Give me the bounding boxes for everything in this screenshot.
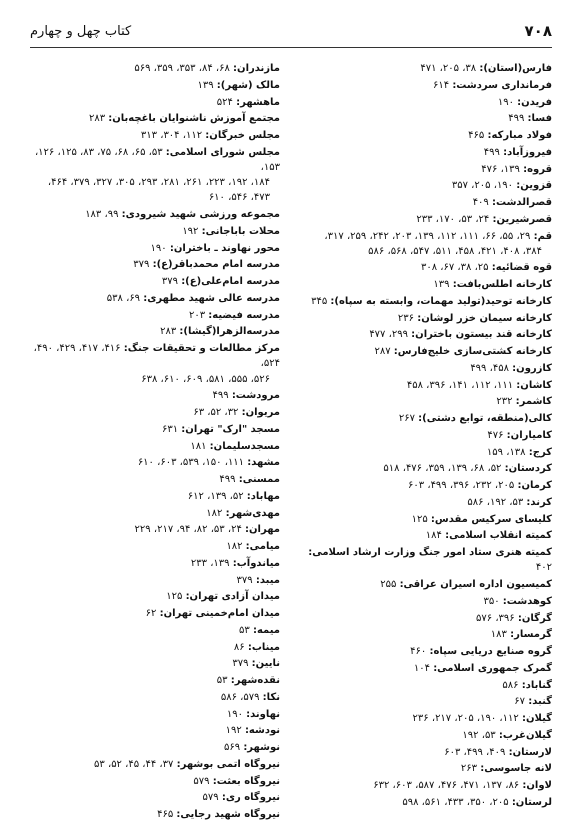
index-term: لانه جاسوسی: (480, 763, 552, 775)
index-entry (28, 274, 280, 289)
index-entry (290, 528, 552, 543)
index-entry (290, 761, 552, 776)
index-pages: ۳۷۹ (161, 276, 182, 288)
index-term: کرند: (526, 496, 552, 508)
index-pages: ۱۳۹، ۴۷۶ (481, 163, 524, 175)
index-pages: ۱۱۱، ۱۱۲، ۱۴۱، ۳۹۶، ۴۵۸ (406, 379, 517, 391)
index-pages-continued: ۴۷۳، ۵۴۶، ۶۱۰ (208, 192, 270, 204)
index-pages: ۴۷۶ (487, 429, 507, 441)
index-pages: ۲۴، ۵۳، ۱۷۰، ۲۳۳ (416, 213, 493, 225)
index-entry (290, 461, 552, 476)
index-entry (290, 795, 552, 810)
index-entry (290, 294, 552, 309)
index-entry (290, 212, 552, 227)
index-pages: ۳۵۰ (483, 595, 503, 607)
index-term: کارخانه قند بیستون باختران: (411, 329, 552, 341)
index-entry (28, 341, 280, 387)
index-term: کامیاران: (506, 429, 552, 441)
index-pages: ۲۹، ۵۵، ۶۶، ۱۱۱، ۱۱۲، ۱۳۹، ۲۰۳، ۲۴۲، ۲۵۹، ۳۱۷، (324, 230, 534, 242)
index-term: قصرشیرین: (492, 213, 552, 225)
index-pages-continued: ۵۲۶، ۵۵۵، ۵۸۱، ۶۰۹، ۶۱۰، ۶۳۸ (141, 373, 270, 385)
index-entry (28, 757, 280, 772)
index-term: قوه قضائیه: (491, 262, 552, 274)
running-title: کتاب چهل و چهارم (30, 24, 132, 39)
index-entry (290, 644, 552, 659)
index-pages: ۱۲۵ (166, 591, 186, 603)
index-entry (290, 128, 552, 143)
index-pages: ۳۷، ۴۴، ۴۵، ۵۲، ۵۳ (94, 758, 177, 770)
index-term: مجلس خبرگان: (205, 130, 280, 141)
index-entry (28, 78, 280, 93)
index-entry (290, 61, 552, 76)
index-entry (28, 807, 280, 822)
index-term: محلات باباجانی: (201, 225, 280, 237)
index-entry (28, 656, 280, 671)
index-pages: ۲۰۵، ۳۵۰، ۴۳۳، ۵۶۱، ۵۹۸ (402, 796, 512, 808)
index-entry (28, 308, 280, 323)
index-entry (28, 506, 280, 521)
index-pages: ۳۴۵ (311, 295, 331, 307)
index-entry (290, 545, 552, 575)
index-term: قزوین: (516, 180, 552, 192)
index-term: مجتمع آموزش ناشنوایان باغچه‌بان: (108, 113, 280, 125)
index-term: مالک (شهر): (216, 79, 280, 91)
index-entry (290, 428, 552, 443)
index-term: نکا: (262, 691, 280, 703)
index-term: ماهشهر: (236, 96, 280, 108)
index-pages: ۲۹۹، ۴۷۷ (369, 329, 412, 341)
index-column-left (28, 61, 280, 824)
index-term: میناب: (247, 641, 280, 653)
index-term: میمه: (252, 624, 280, 636)
index-pages: ۱۹۲ (225, 725, 245, 737)
index-entry (290, 594, 552, 609)
index-entry (290, 728, 552, 743)
index-entry (28, 573, 280, 588)
index-pages: ۳۲، ۵۲، ۶۳ (193, 407, 242, 419)
index-pages: ۳۹۶، ۵۷۶ (476, 612, 518, 624)
index-pages: ۳۷۹ (133, 259, 153, 271)
index-pages: ۵۸۶ (502, 679, 522, 691)
index-term: نیروگاه اتمی بوشهر: (176, 758, 280, 770)
index-term: گنبد: (528, 696, 552, 708)
index-term: کمیسیون اداره اسیران عراقی: (399, 579, 552, 591)
index-term: مشهد: (247, 457, 280, 469)
index-pages: ۱۱۱، ۱۵۰، ۵۳۹، ۶۰۳، ۶۱۰ (137, 457, 248, 469)
index-entry (28, 405, 280, 420)
index-entry (28, 128, 280, 143)
index-term: فیروزآباد: (503, 146, 552, 158)
index-entry (290, 344, 552, 359)
index-pages: ۵۲۴ (216, 96, 237, 108)
index-term: میاندوآب: (232, 557, 280, 569)
index-pages: ۵۲، ۶۸، ۱۳۹، ۳۵۹، ۴۷۶، ۵۱۸ (383, 463, 505, 475)
index-entry (28, 556, 280, 571)
index-term: کالی(منطقه، توابع دشتی): (418, 413, 552, 425)
index-column-right (290, 61, 552, 812)
index-entry (290, 260, 552, 275)
index-term: قروه: (523, 163, 552, 175)
index-term: کاشمر: (515, 396, 552, 408)
index-entry (290, 495, 552, 510)
index-entry (290, 145, 552, 160)
index-term: گمرک جمهوری اسلامی: (433, 662, 552, 674)
index-pages: ۱۹۰ (150, 242, 170, 254)
index-pages: ۲۸۷ (374, 346, 394, 358)
index-pages: ۵۷۹ (202, 792, 222, 804)
index-term: نیروگاه ری: (221, 792, 280, 804)
index-pages: ۲۵۵ (380, 579, 400, 591)
index-entry (290, 611, 552, 626)
index-pages: ۴۶۵ (157, 809, 177, 821)
index-entry (28, 422, 280, 437)
index-term: مدرسه فیضیه: (208, 309, 280, 321)
index-entry (290, 95, 552, 110)
index-entry (290, 694, 552, 709)
index-term: نیروگاه بعثت: (212, 775, 280, 787)
index-term: گیلان: (521, 713, 552, 725)
index-entry (28, 790, 280, 805)
index-term: کلیسای سرکیس مقدس: (430, 513, 552, 525)
index-entry (290, 678, 552, 693)
index-term: گروه صنایع دریایی سپاه: (429, 646, 552, 658)
index-term: کارخانه اطلس‌بافت: (452, 279, 552, 291)
index-term: لارستان: (508, 746, 552, 758)
index-entry (290, 277, 552, 292)
index-term: نقده‌شهر: (230, 675, 280, 687)
index-pages: ۸۶ (233, 641, 248, 653)
index-term: مجموعه ورزشی شهید شیرودی: (121, 209, 280, 221)
index-term: نایین: (251, 658, 280, 670)
index-entry (290, 394, 552, 409)
index-pages: ۱۳۸، ۱۵۹ (486, 446, 529, 458)
index-entry (28, 539, 280, 554)
index-entry (290, 178, 552, 193)
index-pages: ۸۶، ۱۳۷، ۴۷۱، ۴۷۶، ۵۸۷، ۶۰۳، ۶۳۲ (373, 780, 523, 792)
index-term: مرکز مطالعات و تحقیقات جنگ: (123, 343, 280, 355)
index-term: مهدی‌شهر: (225, 507, 280, 519)
index-entry (28, 489, 280, 504)
index-pages: ۱۸۲ (206, 507, 226, 519)
index-pages: ۱۹۰ (226, 708, 247, 720)
index-term: مهاباد: (246, 490, 280, 502)
index-entry (290, 111, 552, 126)
index-term: مسجد "ارک" تهران: (181, 423, 280, 435)
index-entry (28, 257, 280, 272)
index-entry (290, 378, 552, 393)
index-pages: ۲۵، ۳۸، ۶۷، ۳۰۸ (420, 262, 492, 274)
index-term: مرودشت: (231, 390, 280, 402)
index-entry (28, 324, 280, 339)
index-entry (28, 291, 280, 306)
index-term: نوشهر: (243, 742, 280, 754)
index-term: لرستان: (511, 796, 552, 808)
index-entry (290, 745, 552, 760)
index-term: مسجدسلیمان: (209, 440, 280, 452)
index-term: نهاوند: (246, 708, 280, 720)
index-pages: ۱۱۲، ۱۹۰، ۲۰۵، ۲۱۷، ۲۳۶ (412, 713, 522, 725)
index-pages: ۵۷۹، ۵۸۶ (220, 691, 263, 703)
index-entry (28, 623, 280, 638)
index-term: کازرون: (512, 362, 552, 374)
index-pages: ۴۶۵ (468, 130, 488, 141)
index-entry (28, 707, 280, 722)
index-term: کارخانه سیمان خزر لوشان: (417, 312, 552, 324)
index-entry (28, 61, 280, 76)
index-term: قم: (533, 230, 552, 242)
index-term: مدرسه عالی شهید مطهری: (143, 292, 280, 304)
index-pages: ۱۹۰ (497, 96, 518, 108)
index-pages: ۵۳ (216, 675, 231, 687)
index-entry (28, 111, 280, 126)
index-pages: ۴۰۹ (472, 197, 492, 208)
index-entry (290, 445, 552, 460)
index-term: محور نهاوند ـ باختران: (169, 242, 280, 254)
index-entry (28, 207, 280, 222)
index-term: مدرسه امام‌علی(ع): (181, 276, 280, 288)
index-entry (28, 774, 280, 789)
index-entry (290, 195, 552, 210)
index-pages: ۹۹، ۱۸۳ (85, 209, 122, 221)
index-pages: ۱۹۰، ۲۰۵، ۳۵۷ (451, 180, 517, 192)
index-term: میدان امام‌خمینی تهران: (159, 608, 280, 620)
index-pages: ۲۶۷ (398, 413, 419, 425)
index-pages: ۶۹، ۵۳۸ (106, 292, 144, 304)
index-pages-continued: ۱۸۴، ۱۹۲، ۲۲۳، ۲۶۱، ۲۸۱، ۲۹۳، ۳۰۵، ۳۲۷، ۳۷۹، ۴۶۴، (47, 177, 270, 189)
index-term: فارس(استان): (479, 63, 552, 74)
index-pages: ۱۹۲ (182, 225, 202, 237)
index-term: کرمان: (517, 480, 552, 492)
index-pages: ۵۷۹ (193, 775, 213, 787)
index-pages: ۵۲، ۱۳۹، ۶۱۲ (187, 490, 247, 502)
index-term: مدرسه امام محمدباقر(ع): (152, 259, 280, 271)
index-entry (290, 361, 552, 376)
index-pages: ۴۹۹ (212, 390, 232, 402)
index-term: مهران: (245, 524, 280, 536)
index-entry (290, 478, 552, 493)
index-entry (290, 229, 552, 259)
index-entry (28, 723, 280, 738)
index-term: فسا: (527, 113, 552, 125)
index-entry (28, 690, 280, 705)
index-pages: ۵۳ (239, 624, 253, 636)
index-entry (28, 224, 280, 239)
index-pages: ۳۸، ۲۰۵، ۴۷۱ (420, 63, 480, 74)
index-pages: ۶۸، ۸۴، ۳۵۳، ۳۵۹، ۵۶۹ (134, 63, 234, 74)
index-pages: ۲۳۲ (496, 396, 516, 408)
index-entry (28, 455, 280, 470)
index-pages: ۲۰۵، ۲۳۲، ۳۹۶، ۴۹۹، ۶۰۳ (408, 480, 518, 492)
index-pages: ۳۷۹ (232, 658, 252, 670)
index-entry (290, 661, 552, 676)
index-pages: ۶۷ (514, 696, 529, 708)
index-term: میبد: (255, 574, 280, 586)
index-pages: ۵۳، ۱۹۲، ۵۸۶ (467, 496, 527, 508)
index-pages: ۵۶۹ (224, 742, 244, 754)
index-entry (28, 241, 280, 256)
index-entry (28, 589, 280, 604)
index-entry (290, 327, 552, 342)
index-term: کوهدشت: (502, 595, 552, 607)
index-entry (290, 627, 552, 642)
index-pages: ۲۳۶ (397, 312, 418, 324)
header-rule (30, 47, 552, 48)
index-pages: ۵۳، ۱۹۲ (462, 729, 499, 741)
index-pages: ۲۰۳ (188, 309, 209, 321)
index-term: فولاد مبارکه: (487, 130, 552, 141)
index-entry (290, 162, 552, 177)
index-entry (28, 439, 280, 454)
index-term: مریوان: (241, 407, 280, 419)
index-term: گناباد: (521, 679, 552, 691)
index-entry (28, 673, 280, 688)
index-entry (290, 411, 552, 426)
index-term: مازندران: (233, 63, 280, 74)
index-pages: ۴۶۰ (410, 646, 430, 658)
index-term: گرمسار: (510, 629, 552, 641)
index-pages: ۴۹۹ (483, 146, 504, 158)
index-pages: ۱۸۳ (490, 629, 511, 641)
index-entry (28, 606, 280, 621)
index-pages: ۱۸۱ (190, 440, 210, 452)
index-term: نودشه: (244, 725, 280, 737)
index-term: ممسنی: (238, 474, 280, 486)
index-term: کمیته هنری ستاد امور جنگ وزارت ارشاد اسلامی: (308, 547, 552, 559)
index-entry (28, 522, 280, 537)
index-entry (290, 711, 552, 726)
index-pages: ۴۱۶، ۴۱۷، ۴۲۹، ۴۹۰، ۵۲۴، (33, 343, 280, 370)
index-entry (290, 78, 552, 93)
index-pages: ۱۰۴ (413, 662, 434, 674)
index-pages: ۴۹۹ (508, 113, 528, 125)
index-term: کارخانه توحید(تولید مهمات، وابسته به سپاه): (330, 295, 552, 307)
index-pages: ۱۳۹ (433, 279, 453, 291)
index-entry (28, 640, 280, 655)
index-entry (290, 311, 552, 326)
index-pages: ۲۶۳ (460, 763, 481, 775)
index-pages: ۴۵۸، ۴۹۹ (470, 362, 513, 374)
index-pages: ۵۳، ۶۵، ۶۸، ۷۵، ۸۳، ۱۲۵، ۱۲۶، ۱۵۳، (34, 146, 280, 173)
index-pages-continued: ۳۸۴، ۴۰۸، ۴۲۱، ۴۵۸، ۵۱۱، ۵۴۷، ۵۶۸، ۵۸۶ (368, 245, 542, 257)
index-pages: ۶۲ (145, 608, 160, 620)
index-term: کاشان: (516, 379, 552, 391)
index-term: گرگان: (517, 612, 552, 624)
page-number: ۷۰۸ (524, 22, 552, 40)
index-entry (28, 472, 280, 487)
index-pages: ۱۳۹، ۲۳۳ (190, 557, 233, 569)
index-term: گیلان‌غرب: (498, 729, 552, 741)
index-pages: ۱۱۲، ۳۰۴، ۳۱۳ (140, 130, 206, 141)
index-term: کردستان: (504, 463, 552, 475)
index-pages: ۴۰۹، ۴۹۹، ۶۰۳ (444, 746, 509, 758)
index-term: فرمانداری سردشت: (452, 79, 552, 91)
index-term: فریدن: (517, 96, 552, 108)
index-entry (290, 778, 552, 793)
index-term: لاوان: (522, 780, 552, 792)
index-pages: ۱۸۲ (226, 541, 246, 553)
index-pages: ۱۳۹ (197, 79, 217, 91)
index-term: میدان آزادی تهران: (185, 591, 280, 603)
index-pages: ۲۸۳ (88, 113, 109, 125)
index-term: کمیته انقلاب اسلامی: (445, 530, 552, 542)
index-pages: ۲۴، ۵۳، ۸۲، ۹۴، ۲۱۷، ۲۲۹ (134, 524, 246, 536)
index-entry (28, 95, 280, 110)
index-term: کرج: (528, 446, 552, 458)
index-term: کارخانه کشتی‌سازی خلیج‌فارس: (393, 346, 552, 358)
index-entry (290, 512, 552, 527)
index-term: مدرسه‌الزهرا(گیشا): (179, 326, 280, 338)
index-pages: ۶۱۴ (433, 79, 453, 91)
index-term: میامی: (245, 541, 280, 553)
index-pages: ۳۷۹ (236, 574, 256, 586)
index-entry (28, 740, 280, 755)
index-pages: ۲۸۳ (160, 326, 180, 338)
index-entry (290, 577, 552, 592)
index-entry (28, 388, 280, 403)
index-pages: ۱۸۴ (425, 530, 446, 542)
index-term: نیروگاه شهید رجایی: (176, 809, 280, 821)
page-header (30, 22, 552, 48)
index-pages: ۴۹۹ (219, 474, 239, 486)
index-term: مجلس شورای اسلامی: (165, 146, 280, 158)
index-pages: ۱۲۵ (411, 513, 431, 525)
index-term: قصرالدشت: (492, 197, 552, 208)
index-pages: ۶۳۱ (161, 423, 182, 435)
index-pages: ۴۰۲ (535, 562, 552, 574)
index-entry (28, 145, 280, 206)
